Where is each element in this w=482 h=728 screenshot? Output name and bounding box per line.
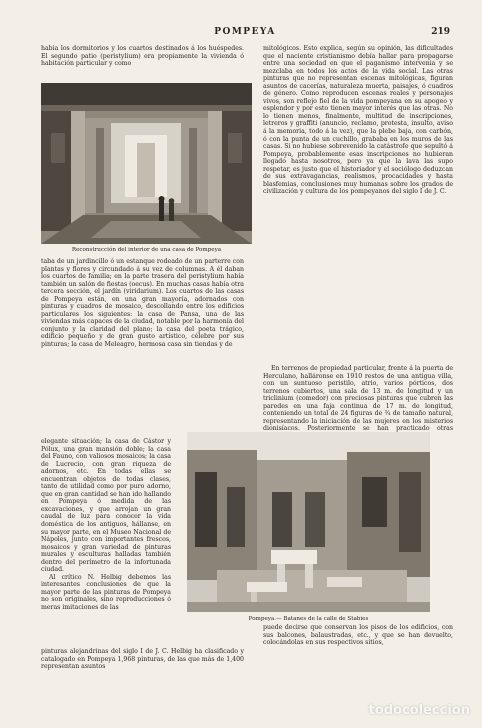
column-bottom-left <box>41 648 244 671</box>
page-header <box>40 27 450 41</box>
paragraph: habia los dormitorios y los cuartos destinados á los huéspedes. El segundo patio (peristylium) era propiamente la vivienda ó habitación particular y como <box>41 45 244 68</box>
watermark-logo: todocoleccion <box>368 703 470 718</box>
column-middle-left <box>41 258 244 349</box>
interior-reconstruction-image <box>41 83 252 244</box>
paragraph: En terrenos de propiedad particular, frente á la puerta de Herculano, halláronse en 1910 restos de una antigua villa, con un suntuoso peristilo, atrio, varios pórticos, dos terrenos cubiertos, una sala de 13 m. de longitud y un triclinium (comedor) con preciosas pinturas que cubren las paredes en una faja continua de 17 m. de longitud, conteniendo un total de 24 figuras de ¾ de tamaño natural, representando la iniciación de las mujeres en los misterios dionisíacos. Posteriormente se han practicado otras <box>263 365 453 433</box>
paragraph: mitológicos. Esto explica, según su opinión, las dificultades que el naciente cristianismo debía hallar para propagarse entre una sociedad en que el paganismo intervenia y se mezclaba en todos los actos de la vida social. Las otras pinturas que no representan escenas mitológicas, figuran asuntos de cacerías, naturaleza muerta, paisajes, ó cuadros de género. Como reproducen escenas reales y personajes vivos, son reflejo fiel de la vida pompeyana en su apogeo y esplendor y por esto tienen mayor interés que las otras. No lo tienen menos, finalmente, multitud de inscripciones, letreros y graffiti (anuncio, reclamo, protesta, insulto, aviso á la memoria, todo á la vez), que la plebe baja, con carbón, ó con la punta de un cuchillo, grababa en los muros de las casas. Si no hubiese sobrevenido la catástrofe que sepultó á Pompeya, probablemente esas inscripciones no hubieran llegado hasta nosotros, pero ya que la lava las supo respetar, es justo que el historiador y el sociólogo deduzcan de sus extravagancias, realismos, procacidades y hasta blasfemias, conclusiones muy humanas sobre los grados de civilización y cultura de los pompeyanos del siglo I de J. C. <box>263 45 453 196</box>
column-middle-right <box>263 365 453 440</box>
running-head: POMPEYA <box>214 27 276 37</box>
figure-1-caption: Reconstrucción del interior de una casa de Pompeya <box>71 247 222 253</box>
paragraph: taba de un jardincillo ó un estanque rodeado de un parterre con plantas y flores y circundado á su vez de columnas. A él daban los cuartos de familia; en la parte trasera del peristylium había también un salón de fiestas (oecus). En muchas casas había otra tercera sección, el jardín (viridarium). Los cuartos de las casas de Pompeya están, en una gran mayoría, adornados con pinturas y cuadros de mosaico, descollando entre los edificios particulares los siguientes: la casa de Pansa, una de las viviendas más capaces de la ciudad, notable por la harmonía del conjunto y la claridad del plano; la casa del poeta trágico, edificio pequeño y de gran gusto artístico, célebre por sus pinturas; la casa de Meleagro, hermosa casa sin tiendas y de <box>41 258 244 349</box>
paragraph: Al crítico N. Helbig debemos las interesantes conclusiones de que la mayor parte de las pinturas de Pompeya no son originales, sino reproducciones ó meras imitaciones de las <box>41 573 171 612</box>
paragraph: pinturas alejandrinas del siglo I de J. C. Helbig ha clasificado y catalogado en Pompeya 1,968 pinturas, de las que más de 1,400 representan asuntos <box>41 648 244 671</box>
street-illustration <box>187 432 430 612</box>
paragraph: elegante situación; la casa de Cástor y Pólux, una gran mansión doble; la casa del Fauno, con valiosos mosaicos; la casa de Lucrecio, con gran riqueza de adornos, etc. En todas ellas se encuentran objetos de todas clases, tanto de utilidad como por puro adorno, que en gran cantidad se han ido hallando en Pompeya ó medida de las excavaciones, y que arrojan un gran caudal de luz para conocer la vida doméstica de los antiguos, hállanse, en su mayor parte, en el Museo Nacional de Nápoles, junto con importantes frescos, mosaicos y gran variedad de pinturas murales y esculturas halladas también dentro del perímetro de la infortunada ciudad. <box>41 438 171 574</box>
page-number: 219 <box>431 27 450 37</box>
paragraph: puede decirse que conservan los pisos de los edificios, con sus balcones, balaustradas, etc., y que se han devuelto, colocándolas en sus respectivos sitios, <box>263 624 453 647</box>
column-narrow-left <box>41 438 171 612</box>
column-top-left <box>41 45 244 68</box>
column-bottom-right <box>263 624 453 647</box>
figure-2-caption: Pompeya.— Batanes de la calle de Stabies <box>248 616 369 622</box>
column-right-top <box>263 45 453 196</box>
interior-illustration <box>41 83 252 244</box>
stabies-street-photo <box>187 432 430 612</box>
